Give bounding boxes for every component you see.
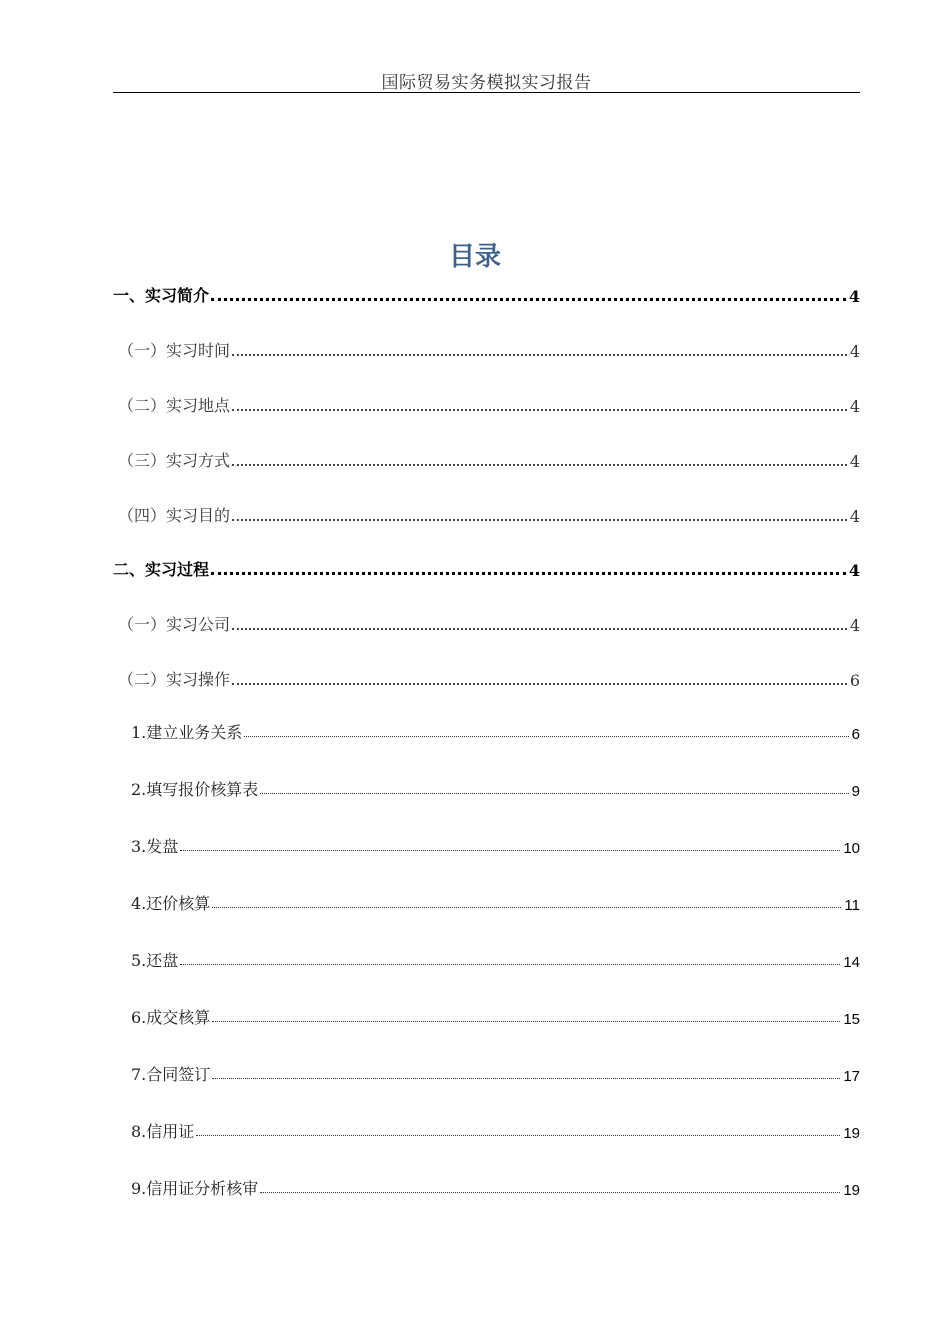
toc-entry-page: 14 bbox=[843, 954, 860, 971]
toc-leader bbox=[211, 295, 846, 301]
toc-entry-page: 10 bbox=[843, 840, 860, 857]
toc-entry[interactable] bbox=[113, 282, 860, 306]
toc-entry-page: 4 bbox=[849, 397, 860, 416]
toc-leader bbox=[232, 516, 847, 521]
toc-entry[interactable] bbox=[113, 502, 860, 526]
toc-entry[interactable] bbox=[113, 1175, 860, 1199]
toc-entry[interactable] bbox=[113, 337, 860, 361]
toc-entry[interactable] bbox=[113, 1004, 860, 1028]
toc-leader bbox=[211, 569, 846, 575]
toc-entry-page: 17 bbox=[843, 1068, 860, 1085]
toc-leader bbox=[260, 790, 848, 794]
toc-title: 目录 bbox=[448, 242, 501, 272]
toc-entry[interactable] bbox=[113, 666, 860, 690]
toc-entry-page: 4 bbox=[849, 507, 860, 526]
toc-leader bbox=[180, 847, 840, 851]
toc-entry[interactable] bbox=[113, 947, 860, 971]
toc-entry-page: 4 bbox=[849, 452, 860, 471]
toc-leader bbox=[180, 961, 840, 965]
toc-entry-page: 6 bbox=[851, 726, 860, 743]
page-header bbox=[113, 66, 860, 93]
toc-leader bbox=[232, 461, 847, 466]
toc-entry-label: 3.发盘 bbox=[131, 837, 179, 856]
toc-entry[interactable] bbox=[113, 1118, 860, 1142]
toc-entry-page: 19 bbox=[843, 1125, 860, 1142]
toc-entry[interactable] bbox=[113, 611, 860, 635]
toc-leader bbox=[232, 351, 847, 356]
toc-entry-page: 4 bbox=[849, 342, 860, 361]
toc-entry-label: （四）实习目的 bbox=[118, 506, 231, 525]
toc-entry-page: 4 bbox=[849, 616, 860, 635]
toc-leader bbox=[212, 904, 841, 908]
toc-entry[interactable] bbox=[113, 719, 860, 743]
toc-entry-page: 4 bbox=[848, 561, 860, 580]
toc-entry-label: 一、实习简介 bbox=[113, 286, 210, 305]
toc-entry-label: 4.还价核算 bbox=[131, 894, 211, 913]
toc-entry-label: 1.建立业务关系 bbox=[131, 723, 243, 742]
toc-leader bbox=[196, 1132, 840, 1136]
toc-entry[interactable] bbox=[113, 1061, 860, 1085]
toc-entry-page: 9 bbox=[851, 783, 860, 800]
toc-entry-label: （一）实习公司 bbox=[118, 615, 231, 634]
toc-entry-label: （二）实习操作 bbox=[118, 670, 231, 689]
toc-entry-label: 二、实习过程 bbox=[113, 560, 210, 579]
toc-entry[interactable] bbox=[113, 392, 860, 416]
toc-entry-label: 8.信用证 bbox=[131, 1122, 195, 1141]
toc-entry-label: （二）实习地点 bbox=[118, 396, 231, 415]
toc-entry-label: （三）实习方式 bbox=[118, 451, 231, 470]
toc-leader bbox=[260, 1189, 840, 1193]
toc-entry[interactable] bbox=[113, 890, 860, 914]
toc-entry[interactable] bbox=[113, 556, 860, 580]
toc-entry[interactable] bbox=[113, 776, 860, 800]
toc-leader bbox=[232, 680, 847, 685]
header-title: 国际贸易实务模拟实习报告 bbox=[381, 73, 592, 93]
toc-entry-label: 5.还盘 bbox=[131, 951, 179, 970]
toc-entry-page: 11 bbox=[844, 897, 860, 914]
toc-entry-page: 4 bbox=[848, 287, 860, 306]
toc-entry-label: 9.信用证分析核审 bbox=[131, 1179, 259, 1198]
toc-entry-page: 6 bbox=[849, 671, 860, 690]
toc-entry-label: （一）实习时间 bbox=[118, 341, 231, 360]
toc-entry-page: 19 bbox=[843, 1182, 860, 1199]
toc-entry-label: 6.成交核算 bbox=[131, 1008, 211, 1027]
toc-entry-page: 15 bbox=[843, 1011, 860, 1028]
toc-leader bbox=[232, 406, 847, 411]
toc-leader bbox=[212, 1018, 840, 1022]
toc-entry[interactable] bbox=[113, 833, 860, 857]
toc-entry[interactable] bbox=[113, 447, 860, 471]
toc-entry-label: 2.填写报价核算表 bbox=[131, 780, 259, 799]
toc-leader bbox=[232, 625, 847, 630]
toc-leader bbox=[212, 1075, 840, 1079]
toc-leader bbox=[244, 733, 848, 737]
toc-entry-label: 7.合同签订 bbox=[131, 1065, 211, 1084]
